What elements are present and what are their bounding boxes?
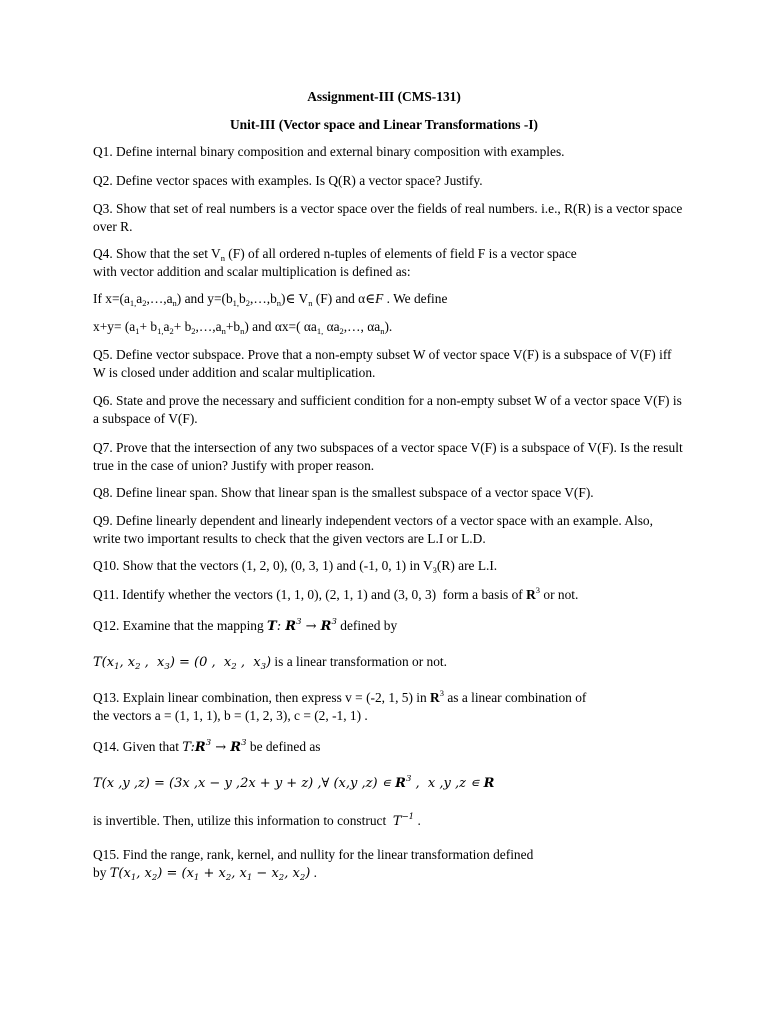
question-12-mid: defined by: [340, 618, 398, 633]
question-11: Q11. Identify whether the vectors (1, 1, 0), (2, 1, 1) and (3, 0, 3) form a basis of $R^3$ or not.: [93, 585, 579, 602]
question-4-definition: If $x=(a_{1,}a_2,\dots,a_n)$ and $y=(b_{1,}b_2,\dots,b_n)\in$ $V_n$ (F) and α∈F . We define: [93, 291, 448, 308]
question-14-formula: [93, 774, 683, 793]
question-4: Q4. Show that the set $V_n$ (F) of all ordered n-tuples of elements of field F is a vector space with vector addition and scalar multiplication is defined as:: [93, 246, 577, 279]
question-14-line3: is invertible. Then, utilize this information to construct $T^{-1}$ .: [93, 812, 421, 829]
question-7: Q7. Prove that the intersection of any two subspaces of a vector space V(F) is a subspace of V(F). Is the result true in the case of union? Justify with proper reason.: [93, 440, 683, 473]
question-10: Q10. Show that the vectors (1, 2, 0), (0, 3, 1) and (-1, 0, 1) in $V_3(R)$ are L.I.: [93, 558, 498, 575]
mapping-formula-2: $T:R^3 \to R^3$: [182, 738, 247, 755]
question-1: Q1. Define internal binary composition and external binary composition with examples.: [93, 144, 565, 159]
question-3: Q3. Show that set of real numbers is a vector space over the fields of real numbers. i.e., R(R) is a vector space over R.: [93, 201, 683, 234]
question-4-line2: with vector addition and scalar multiplication is defined as:: [93, 264, 411, 279]
question-13: Q13. Explain linear combination, then express v = (-2, 1, 5) in $R^3$ as a linear combination of the vectors a = (1, 1, 1), b = (1, 2, 3), c = (2, -1, 1) .: [93, 688, 587, 723]
question-4-operations: $x+y= (a_1+ b_{1,}a_2+$ $b_2,\dots,a_n+b_n$) and αx=( $\alpha a_{1,}$ $\alpha a_2,\dots$, $\alpha a_n$).: [93, 319, 393, 336]
question-13-line2: the vectors a = (1, 1, 1), b = (1, 2, 3), c = (2, -1, 1) .: [93, 708, 368, 723]
question-15: Q15. Find the range, rank, kernel, and nullity for the linear transformation defined by $T(x_1$, $x_2) = (x_1 + x_2$, $x_1 - x_2$, $x_2$) .: [93, 847, 534, 883]
question-14-mid: be defined as: [249, 739, 321, 754]
assignment-title: Assignment-III (CMS-131): [307, 89, 461, 104]
question-14-start: Q14. Given that: [93, 739, 179, 754]
question-14: [93, 738, 683, 757]
question-12: Q12. Examine that the mapping T: $R^3 \to R^3$ defined by: [93, 617, 398, 634]
invertible-transformation-formula: T(x ,y ,z) = (3x ,x − y ,2x + y + z) ,∀ (x,y ,z) ∊ $R^3$ , x ,y ,z ∊ R: [93, 774, 495, 791]
question-15-line1: Q15. Find the range, rank, kernel, and nullity for the linear transformation defined: [93, 847, 534, 862]
question-14-line3-text: is invertible. Then, utilize this information to construct: [93, 813, 387, 828]
question-9: Q9. Define linearly dependent and linearly independent vectors of a vector space with an example. Also, write two important results to check that the given vectors are L.I or L.D.: [93, 513, 653, 546]
transformation-formula: $T(x_1$, $x_2$ , $x_3) = (0$ , $x_2$ , $x_3$): [93, 655, 272, 672]
question-12-formula-line: [93, 653, 683, 672]
question-5: Q5. Define vector subspace. Prove that a non-empty subset W of vector space V(F) is a subspace of V(F) iff W is closed under addition and scalar multiplication.: [93, 347, 672, 380]
question-2: Q2. Define vector spaces with examples. Is Q(R) a vector space? Justify.: [93, 173, 483, 188]
mapping-formula: T: $R^3 \to R^3$: [267, 617, 337, 634]
inverse-symbol: $T^{-1}$: [392, 812, 415, 829]
question-8: Q8. Define linear span. Show that linear span is the smallest subspace of a vector space V(F).: [93, 485, 594, 500]
question-12-tail: is a linear transformation or not.: [274, 654, 447, 669]
question-15-formula: $T(x_1$, $x_2) = (x_1 + x_2$, $x_1 - x_2$, $x_2$): [109, 866, 311, 883]
question-15-by: by: [93, 865, 107, 880]
question-6: Q6. State and prove the necessary and sufficient condition for a non-empty subset W of a vector space V(F) is a subspace of V(F).: [93, 393, 682, 426]
unit-subtitle: Unit-III (Vector space and Linear Transformations -I): [230, 117, 538, 132]
